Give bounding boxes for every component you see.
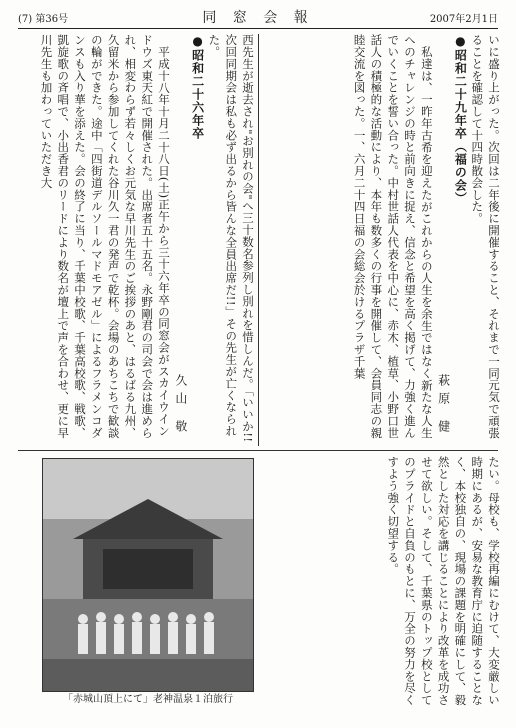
photo-caption: 「赤城山頂上にて」老神温泉１泊旅行 bbox=[63, 694, 233, 705]
author-name: 久山 敬 bbox=[173, 374, 188, 438]
paragraph: 平成十八年十月二十八日(土)正午から三十六年卒の同窓会がスカイウインドウズ東天紅で開催された。出席者五十五名。永野剛君の司会で会は進められ、相変わらず若々しくお元気な早川先生のご挨拶のあと、はるばる九州、久留米から参加してくれた谷川久一君の発声で乾杯。会場のあちこちで歓談の輪ができた。途中「四街道デルソールマドモアゼル」によるフラメンコダンスも入り華を添えた。会の終了に当り、千葉中校歌、千葉高校歌、戦歌、凱旋歌の斉唱で、小出香君のリードにより数名が壇上で声を合わせ、更に早川先生も加わっていただき大 bbox=[39, 34, 172, 439]
page-number: (7) 第36号 bbox=[18, 14, 69, 25]
column-b-block bbox=[262, 34, 502, 446]
paragraph: 私達は、一昨年古希を迎えたがこれからの人生を余生ではなく新たな人生へのチャレンジの時と前向きに捉え、信念と希望を高く掲げて、力強く進んでいくことを誓い合った。中村世話人代表を中心に、赤木、植草、小野口世話人の積極的な活動により、本年も数多くの行事を開催して、会員同志の親睦交流を図った。一、六月二十四日福の会総会於けるプラザ千葉 bbox=[352, 34, 434, 439]
group-photo bbox=[42, 458, 254, 692]
page-header bbox=[18, 6, 498, 29]
author-name: 萩原 健 bbox=[436, 374, 451, 438]
group-photo-image bbox=[43, 459, 253, 691]
paragraph: 西先生が逝去され"お別れの会"へ三十数名参列し別れを惜しんだ。「いいか!!次回同期会は私も必ず出るから皆んな全員出席だ!!」その先生が亡くなられた。 bbox=[207, 34, 255, 443]
issue-date: 2007年2月1日 bbox=[429, 14, 498, 25]
paragraph: たい。母校も、学校再編にむけて、大変厳しい時期にあるが、安易な教育庁に迫随することなく、本校独自の、現場の課題を明確にして、毅然とした対応を講じることにより改革を成功させて欲しい。そして、千葉県のトップ校としてのプライドと自負のもとに、万全の努力を尽くすよう強く切望する。 bbox=[386, 456, 501, 706]
newsletter-title: 同 窓 会 報 bbox=[202, 10, 314, 26]
column-c-block bbox=[18, 34, 256, 446]
section-heading-1951: ●昭和二十六年卒 bbox=[190, 34, 205, 140]
section-heading-1954: ●昭和二十九年卒（福の会） bbox=[453, 34, 468, 205]
column-f-block bbox=[262, 456, 502, 708]
row-divider bbox=[18, 450, 498, 451]
paragraph: いに盛り上がった。次回は二年後に開催すること、それまで一同元気で頑張ることを確認して十四時散会した。 bbox=[470, 34, 501, 439]
column-divider bbox=[258, 34, 259, 446]
